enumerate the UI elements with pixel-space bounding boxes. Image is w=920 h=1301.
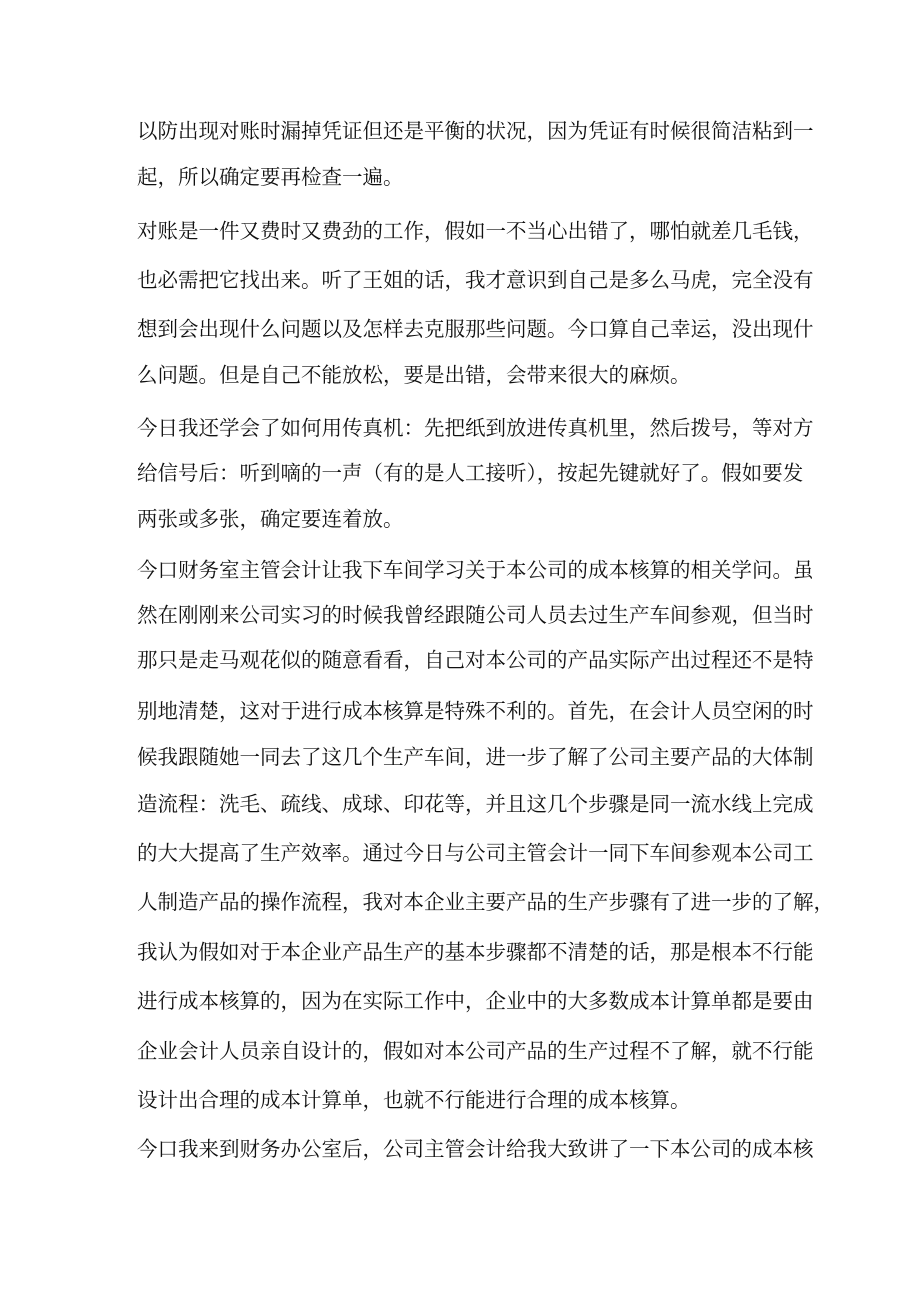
text-line: 给信号后：听到嘀的一声（有的是人工接听），按起先键就好了。假如要发 (137, 461, 804, 485)
text-line: 设计出合理的成本计算单，也就不行能进行合理的成本核算。 (137, 1088, 691, 1112)
text-line: 今日我还学会了如何用传真机：先把纸到放进传真机里，然后拨号，等对方 (137, 416, 814, 440)
text-line: 然在刚刚来公司实习的时候我曾经跟随公司人员去过生产车间参观，但当时 (137, 603, 814, 627)
text-line: 么问题。但是自己不能放松，要是出错，会带来很大的麻烦。 (137, 363, 691, 387)
text-line: 候我跟随她一同去了这几个生产车间，进一步了解了公司主要产品的大体制 (137, 745, 814, 769)
text-line: 也必需把它找出来。听了王姐的话，我才意识到自己是多么马虎，完全没有 (137, 268, 814, 292)
text-line: 进行成本核算的，因为在实际工作中，企业中的大多数成本计算单都是要由 (137, 989, 814, 1013)
text-line: 企业会计人员亲自设计的，假如对本公司产品的生产过程不了解，就不行能 (137, 1039, 814, 1063)
text-line: 今口我来到财务办公室后，公司主管会计给我大致讲了一下本公司的成本核 (137, 1137, 814, 1161)
text-line: 别地清楚，这对于进行成本核算是特殊不利的。首先，在会计人员空闲的时 (137, 699, 814, 723)
text-line: 对账是一件又费时又费劲的工作，假如一不当心出错了，哪怕就差几毛钱， (137, 219, 814, 243)
text-line: 以防出现对账时漏掉凭证但还是平衡的状况，因为凭证有时候很简洁粘到一 (137, 119, 814, 143)
text-line: 人制造产品的操作流程，我对本企业主要产品的生产步骤有了进一步的了解， (137, 890, 834, 914)
text-line: 想到会出现什么问题以及怎样去克服那些问题。今口算自己幸运，没出现什 (137, 317, 814, 341)
text-line: 那只是走马观花似的随意看看，自己对本公司的产品实际产出过程还不是特 (137, 648, 814, 672)
text-line: 我认为假如对于本企业产品生产的基本步骤都不清楚的话，那是根本不行能 (137, 940, 814, 964)
text-line: 今口财务室主管会计让我下车间学习关于本公司的成本核算的相关学问。虽 (137, 558, 814, 582)
text-line: 两张或多张，确定要连着放。 (137, 507, 404, 531)
text-line: 的大大提高了生产效率。通过今日与公司主管会计一同下车间参观本公司工 (137, 841, 814, 865)
text-line: 起，所以确定要再检查一遍。 (137, 165, 404, 189)
text-line: 造流程：洗毛、疏线、成球、印花等，并且这几个步骤是同一流水线上完成 (137, 792, 814, 816)
